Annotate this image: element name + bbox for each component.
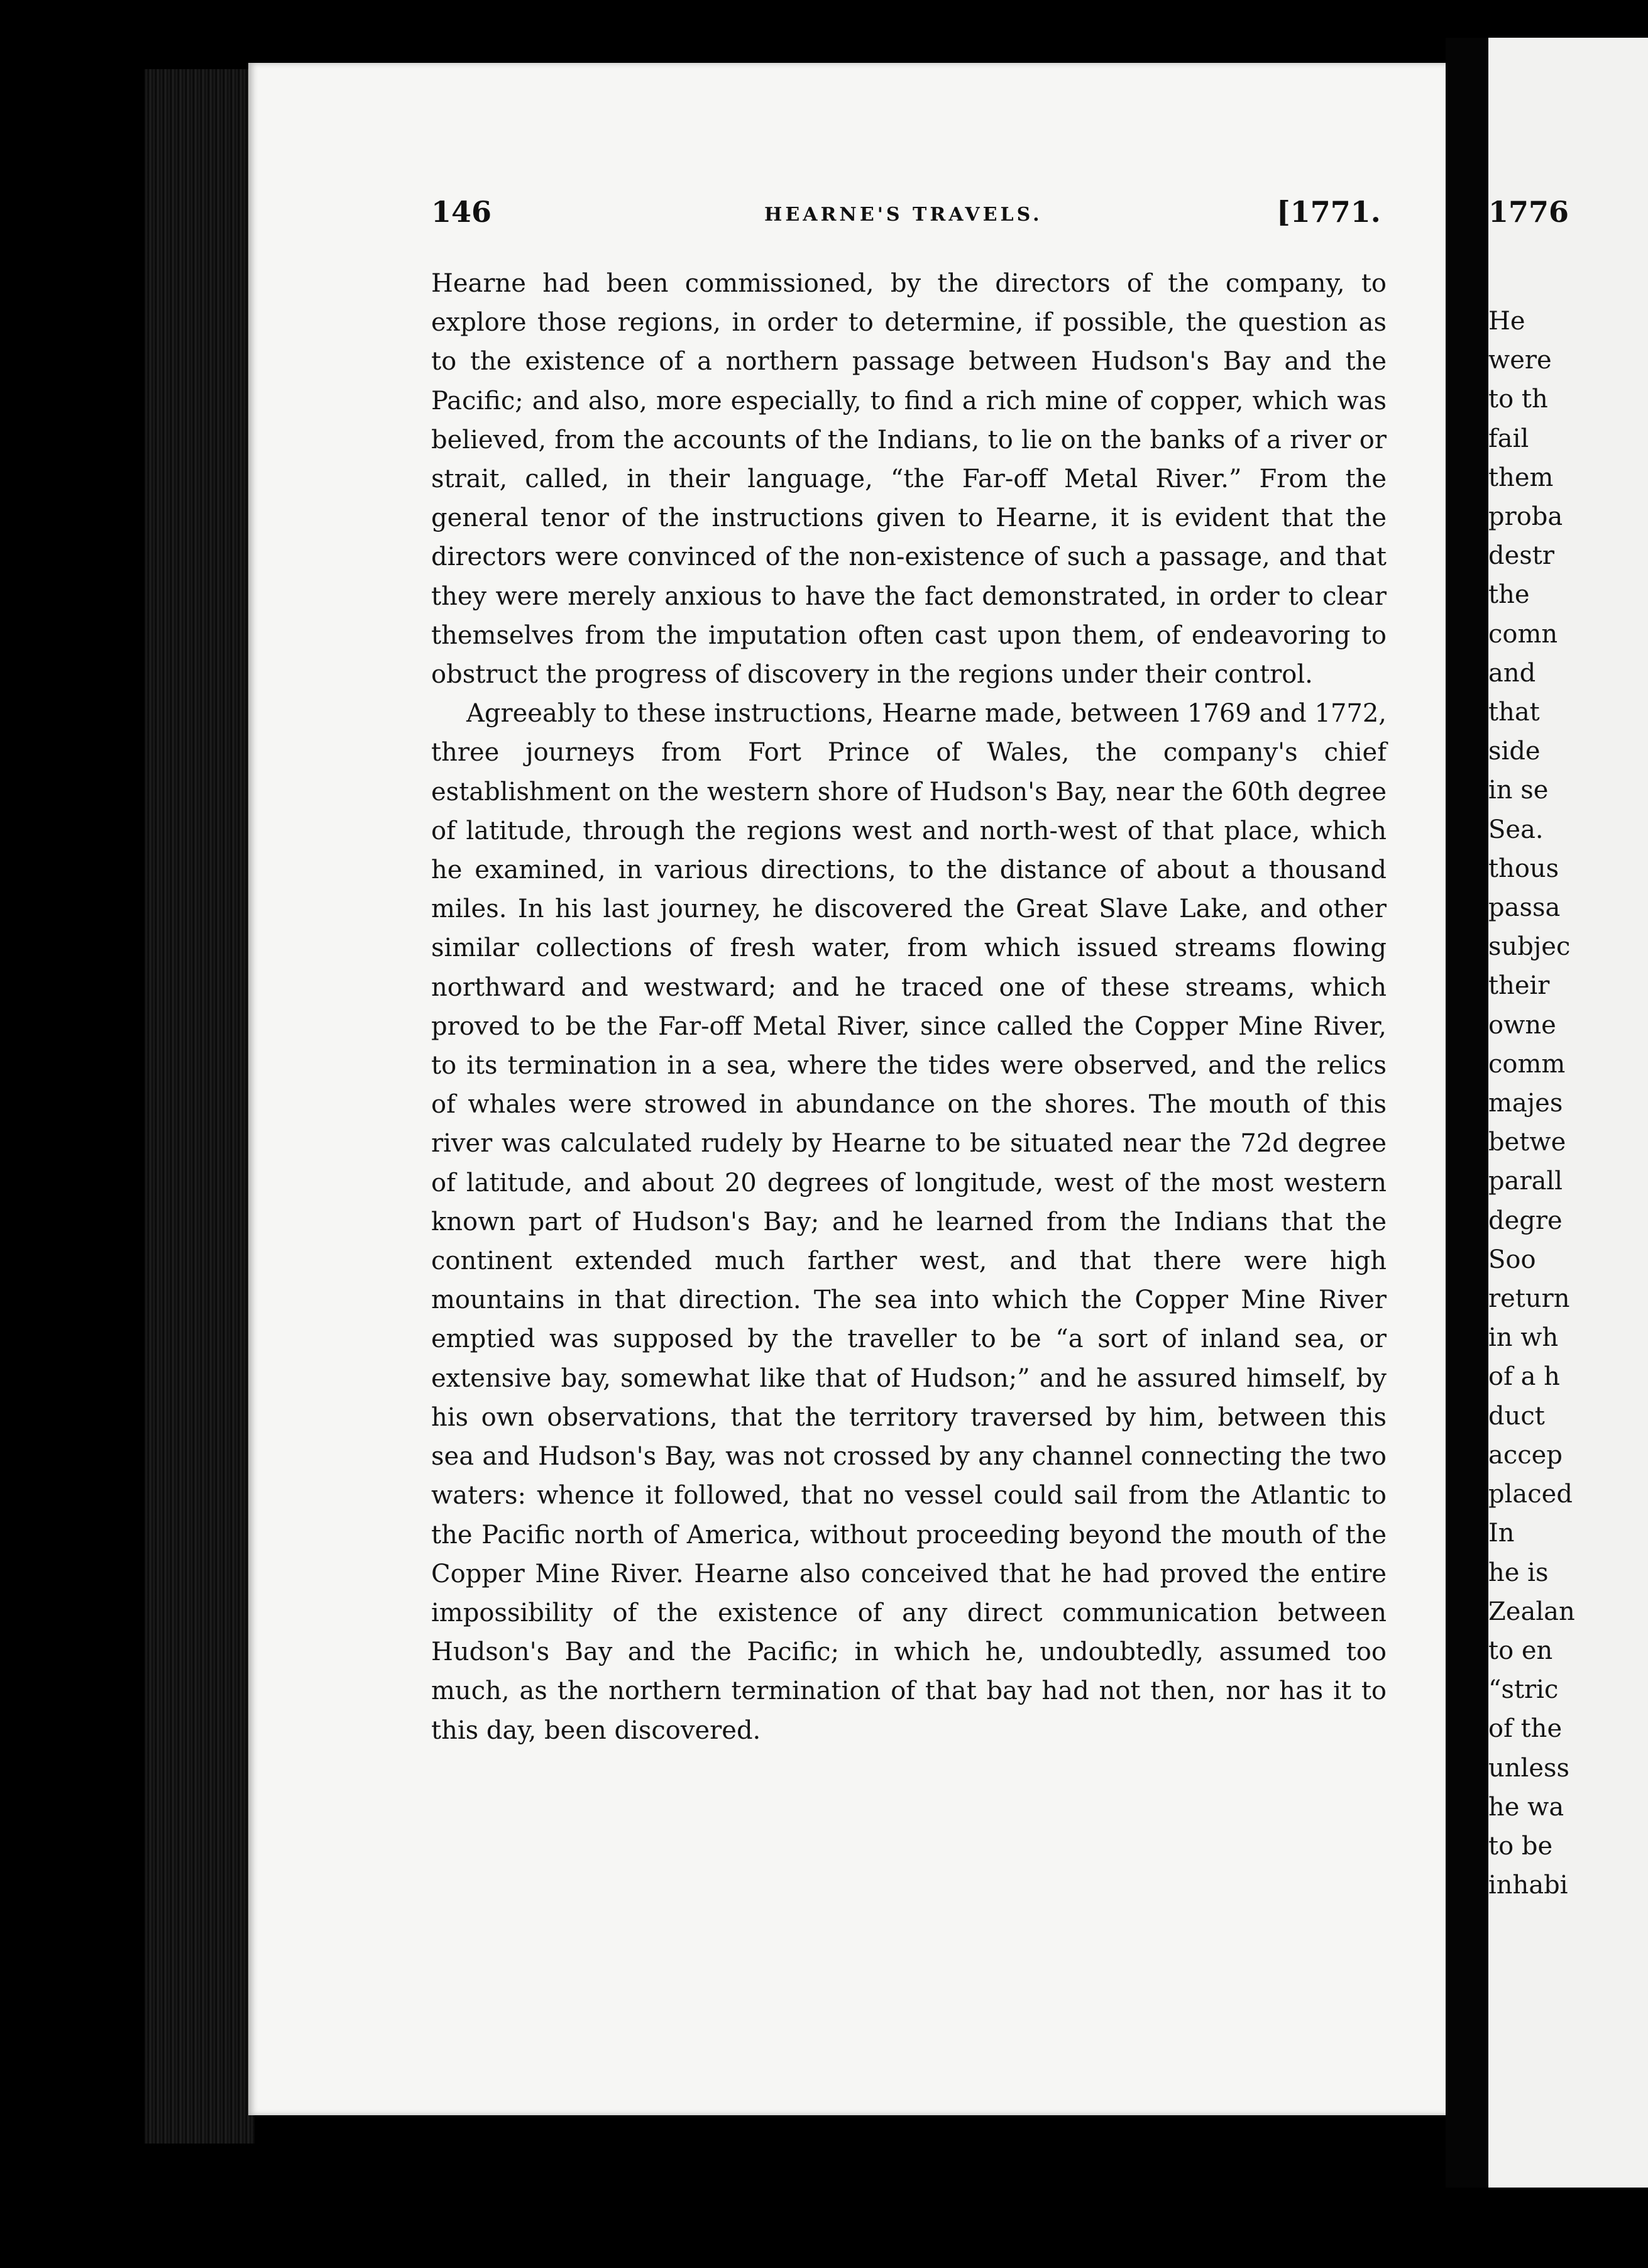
facing-line: side <box>1488 737 1541 766</box>
facing-line: return <box>1488 1284 1570 1314</box>
facing-line: Soo <box>1488 1245 1536 1274</box>
facing-line: to th <box>1488 385 1548 414</box>
book-binding <box>145 69 255 2144</box>
header-year: [1771. <box>1277 195 1381 229</box>
facing-line: In <box>1488 1519 1515 1548</box>
facing-line: majes <box>1488 1089 1563 1118</box>
facing-line: betwe <box>1488 1128 1566 1157</box>
facing-page-text <box>1488 302 1648 1905</box>
facing-line: Zealan <box>1488 1597 1575 1626</box>
facing-line: thous <box>1488 854 1559 883</box>
facing-line: to en <box>1488 1636 1553 1665</box>
facing-line: passa <box>1488 893 1561 923</box>
facing-line: destr <box>1488 541 1554 571</box>
facing-line: fail <box>1488 424 1529 453</box>
facing-line: in wh <box>1488 1323 1559 1353</box>
facing-line: comn <box>1488 619 1558 649</box>
facing-line: their <box>1488 971 1550 1001</box>
facing-line: placed <box>1488 1480 1573 1509</box>
facing-line: that <box>1488 698 1540 727</box>
facing-line: proba <box>1488 502 1563 532</box>
facing-line: he wa <box>1488 1792 1564 1822</box>
facing-page-header: 1776 <box>1488 195 1569 229</box>
page-number: 146 <box>431 195 492 229</box>
running-head: HEARNE'S TRAVELS. <box>764 204 1043 226</box>
facing-line: owne <box>1488 1010 1556 1040</box>
body-text <box>431 264 1387 1750</box>
facing-line: Sea. <box>1488 815 1544 844</box>
facing-line: “stric <box>1488 1675 1559 1705</box>
gutter-shadow <box>1446 38 1490 2188</box>
facing-line: were <box>1488 346 1552 375</box>
paragraph-2: Agreeably to these instructions, Hearne made, between 1769 and 1772, three journeys from Fort Prince of Wales, the company's chief establishment on the western shore of Hudson's Bay, near the 60th degree of latitude, through the regions west and north-west of that place, which he examined, in various directions, to the distance of about a thousand miles. In his last journey, he discovered the Great Slave Lake, and other similar collections of fresh water, from which issued streams flowing northward and westward; and he traced one of these streams, which proved to be the Far-off Metal River, since called the Copper Mine River, to its termination in a sea, where the tides were observed, and the relics of whales were strowed in abundance on the shores. The mouth of this river was calculated rudely by Hearne to be situated near the 72d degree of latitude, and about 20 degrees of longitude, west of the most western known part of Hudson's Bay; and he learned from the Indians that the continent extended much farther west, and that there were high mountains in that direction. The sea into which the Copper Mine River emptied was supposed by the traveller to be “a sort of inland sea, or extensive bay, somewhat like that of Hudson;” and he assured himself, by his own observations, that the territory traversed by him, between this sea and Hudson's Bay, was not crossed by any channel connecting the two waters: whence it followed, that no vessel could sail from the Atlantic to the Pacific north of America, without proceeding beyond the mouth of the Copper Mine River. Hearne also conceived that he had proved the entire impossibility of the existence of any direct communication between Hudson's Bay and the Pacific; in which he, undoubtedly, assumed too much, as the northern termination of that bay had not then, nor has it to this day, been discovered. <box>431 699 1387 1745</box>
facing-line: parall <box>1488 1167 1563 1196</box>
facing-line: inhabi <box>1488 1871 1568 1900</box>
facing-line: duct <box>1488 1401 1545 1431</box>
facing-line: of the <box>1488 1714 1563 1744</box>
facing-page <box>1488 38 1648 2188</box>
page-header <box>431 195 1381 245</box>
facing-line: He <box>1488 307 1525 336</box>
facing-line: to be <box>1488 1831 1553 1861</box>
facing-line: unless <box>1488 1753 1570 1783</box>
facing-line: accep <box>1488 1440 1563 1470</box>
facing-line: degre <box>1488 1206 1563 1235</box>
facing-line: and <box>1488 658 1536 688</box>
facing-line: subjec <box>1488 932 1571 962</box>
facing-line: comm <box>1488 1049 1566 1079</box>
facing-line: them <box>1488 463 1554 492</box>
facing-line: of a h <box>1488 1362 1560 1392</box>
facing-line: in se <box>1488 776 1549 805</box>
facing-line: he is <box>1488 1558 1549 1587</box>
paragraph-1: Hearne had been commissioned, by the directors of the company, to explore those regions, in order to determine, if possible, the question as to the existence of a northern passage between Hudson's Bay and the Pacific; and also, more especially, to find a rich mine of copper, which was believed, from the accounts of the Indians, to lie on the banks of a river or strait, called, in their language, “the Far-off Metal River.” From the general tenor of the instructions given to Hearne, it is evident that the directors were convinced of the non-existence of such a passage, and that they were merely anxious to have the fact demonstrated, in order to clear themselves from the imputation often cast upon them, of endeavoring to obstruct the progress of discovery in the regions under their control. <box>431 269 1387 690</box>
facing-line: the <box>1488 580 1530 610</box>
